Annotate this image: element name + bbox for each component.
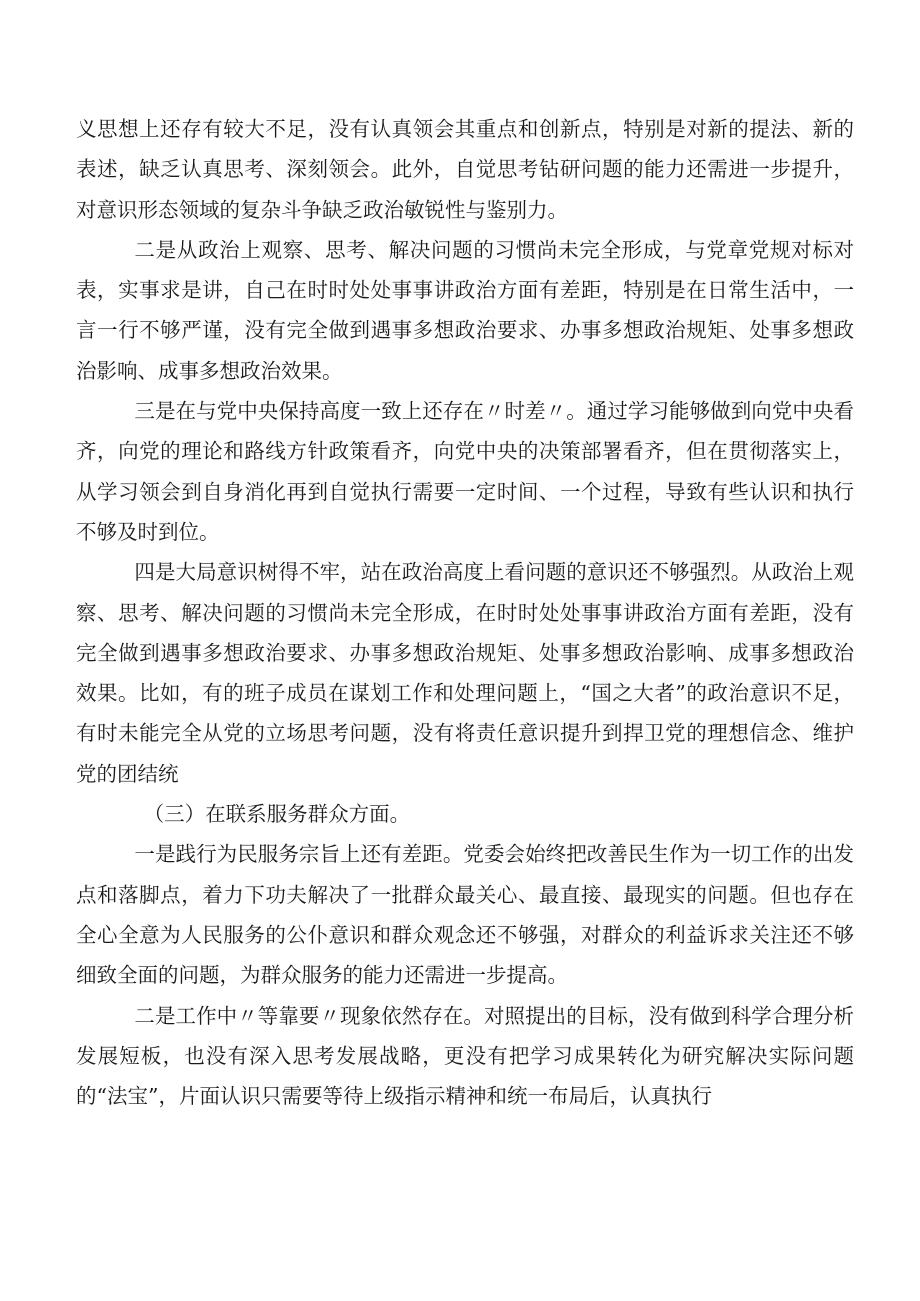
paragraph-point-four: 四是大局意识树得不牢，站在政治高度上看问题的意识还不够强烈。从政治上观察、思考、解决问题的习惯尚未完全形成，在时时处处事事讲政治方面有差距，没有完全做到遇事多想政治要求、办事多想政治规矩、处事多想政治影响、成事多想政治效果。比如，有的班子成员在谋划工作和处理问题上，“国之大者”的政治意识不足，有时未能完全从党的立场思考问题，没有将责任意识提升到捍卫党的理想信念、维护党的团结统: [76, 560, 854, 786]
paragraph-point-two: 二是从政治上观察、思考、解决问题的习惯尚未完全形成，与党章党规对标对表，实事求是讲，自己在时时处处事事讲政治方面有差距，特别是在日常生活中，一言一行不够严谨，没有完全做到遇事多想政治要求、办事多想政治规矩、处事多想政治影响、成事多想政治效果。: [76, 237, 854, 383]
section-heading-three: （三）在联系服务群众方面。: [143, 802, 411, 827]
document-body: [76, 109, 854, 1116]
paragraph-service-one: 一是践行为民服务宗旨上还有差距。党委会始终把改善民生作为一切工作的出发点和落脚点，着力下功夫解决了一批群众最关心、最直接、最现实的问题。但也存在全心全意为人民服务的公仆意识和群众观念还不够强，对群众的利益诉求关注还不够细致全面的问题，为群众服务的能力还需进一步提高。: [76, 842, 854, 988]
paragraph-continuation: 义思想上还存有较大不足，没有认真领会其重点和创新点，特别是对新的提法、新的表述，缺乏认真思考、深刻领会。此外，自觉思考钻研问题的能力还需进一步提升，对意识形态领域的复杂斗争缺乏政治敏锐性与鉴别力。: [76, 117, 854, 222]
paragraph-service-two: 二是工作中〃等靠要〃现象依然存在。对照提出的目标，没有做到科学合理分析发展短板，也没有深入思考发展战略，更没有把学习成果转化为研究解决实际问题的“法宝”，片面认识只需要等待上级指示精神和统一布局后，认真执行: [76, 1003, 854, 1109]
paragraph-point-three: 三是在与党中央保持高度一致上还存在〃时差〃。通过学习能够做到向党中央看齐，向党的理论和路线方针政策看齐，向党中央的决策部署看齐，但在贯彻落实上，从学习领会到自身消化再到自觉执行需要一定时间、一个过程，导致有些认识和执行不够及时到位。: [76, 399, 854, 544]
